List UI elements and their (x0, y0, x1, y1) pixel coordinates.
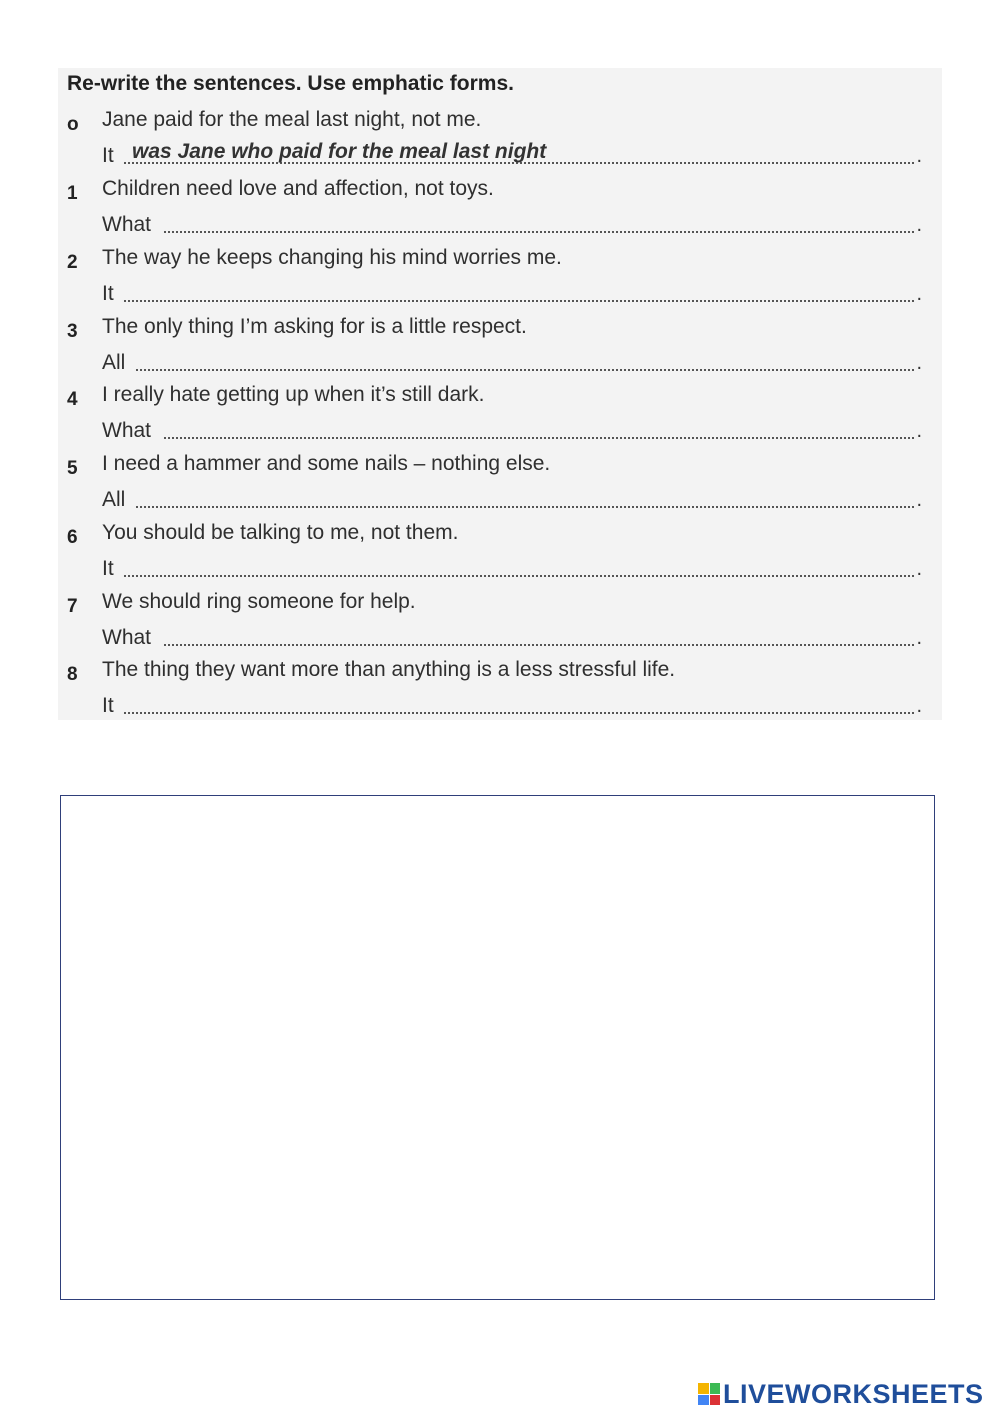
line-end-dot: . (916, 489, 922, 511)
answer-prompt: It (102, 144, 114, 167)
answer-row (102, 140, 922, 170)
item-number: 2 (67, 252, 78, 273)
item-sentence: The way he keeps changing his mind worries me. (102, 246, 562, 269)
exercise-item-5 (58, 452, 942, 520)
item-sentence: Children need love and affection, not toys. (102, 177, 494, 200)
answer-input-8[interactable] (124, 688, 914, 714)
exercise-item-6 (58, 521, 942, 589)
item-number: o (67, 114, 79, 135)
logo-square-icon (710, 1383, 721, 1394)
answer-input-7[interactable] (164, 620, 914, 646)
exercise-item-3 (58, 315, 942, 383)
exercise-item-8 (58, 658, 942, 726)
exercise-panel (58, 68, 942, 720)
item-sentence: The only thing I’m asking for is a little respect. (102, 315, 527, 338)
exercise-item-2 (58, 246, 942, 314)
answer-row (102, 484, 922, 514)
logo-square-icon (698, 1383, 709, 1394)
answer-input-1[interactable] (164, 207, 914, 233)
exercise-item-1 (58, 177, 942, 245)
answer-input-4[interactable] (164, 413, 914, 439)
answer-writing-box[interactable] (60, 795, 935, 1300)
line-end-dot: . (916, 420, 922, 442)
exercise-title: Re-write the sentences. Use emphatic forms. (67, 72, 514, 95)
item-number: 7 (67, 596, 78, 617)
item-number: 6 (67, 527, 78, 548)
line-end-dot: . (916, 627, 922, 649)
answer-row (102, 415, 922, 445)
answer-input-6[interactable] (124, 551, 914, 577)
logo-mark-icon (698, 1383, 720, 1405)
line-end-dot: . (916, 145, 922, 167)
answer-prompt: What (102, 213, 152, 236)
logo-square-icon (698, 1395, 709, 1406)
answer-row (102, 690, 922, 720)
line-end-dot: . (916, 558, 922, 580)
answer-prompt: It (102, 557, 114, 580)
answer-input-3[interactable] (136, 345, 914, 371)
item-number: 8 (67, 664, 78, 685)
answer-row (102, 553, 922, 583)
logo-square-icon (710, 1395, 721, 1406)
item-sentence: Jane paid for the meal last night, not me. (102, 108, 482, 131)
answer-prompt: What (102, 419, 152, 442)
answer-prompt: What (102, 626, 152, 649)
line-end-dot: . (916, 695, 922, 717)
item-sentence: The thing they want more than anything is a less stressful life. (102, 658, 676, 681)
item-sentence: I need a hammer and some nails – nothing else. (102, 452, 551, 475)
answer-row (102, 209, 922, 239)
answer-input-2[interactable] (124, 276, 914, 302)
exercise-item-0 (58, 108, 942, 176)
logo-text: LIVEWORKSHEETS (723, 1378, 984, 1409)
item-sentence: You should be talking to me, not them. (102, 521, 459, 544)
item-number: 1 (67, 183, 78, 204)
liveworksheets-logo (698, 1378, 984, 1410)
answer-row (102, 278, 922, 308)
answer-input-5[interactable] (136, 482, 914, 508)
answer-prompt: It (102, 282, 114, 305)
answer-prompt: All (102, 351, 126, 374)
item-number: 4 (67, 389, 78, 410)
item-number: 3 (67, 321, 78, 342)
answer-row (102, 347, 922, 377)
item-sentence: We should ring someone for help. (102, 590, 416, 613)
line-end-dot: . (916, 283, 922, 305)
answer-prompt: It (102, 694, 114, 717)
example-answer: was Jane who paid for the meal last night (132, 140, 547, 163)
answer-prompt: All (102, 488, 126, 511)
exercise-item-4 (58, 383, 942, 451)
line-end-dot: . (916, 352, 922, 374)
item-sentence: I really hate getting up when it’s still dark. (102, 383, 485, 406)
answer-row (102, 622, 922, 652)
exercise-item-7 (58, 590, 942, 658)
item-number: 5 (67, 458, 78, 479)
line-end-dot: . (916, 214, 922, 236)
